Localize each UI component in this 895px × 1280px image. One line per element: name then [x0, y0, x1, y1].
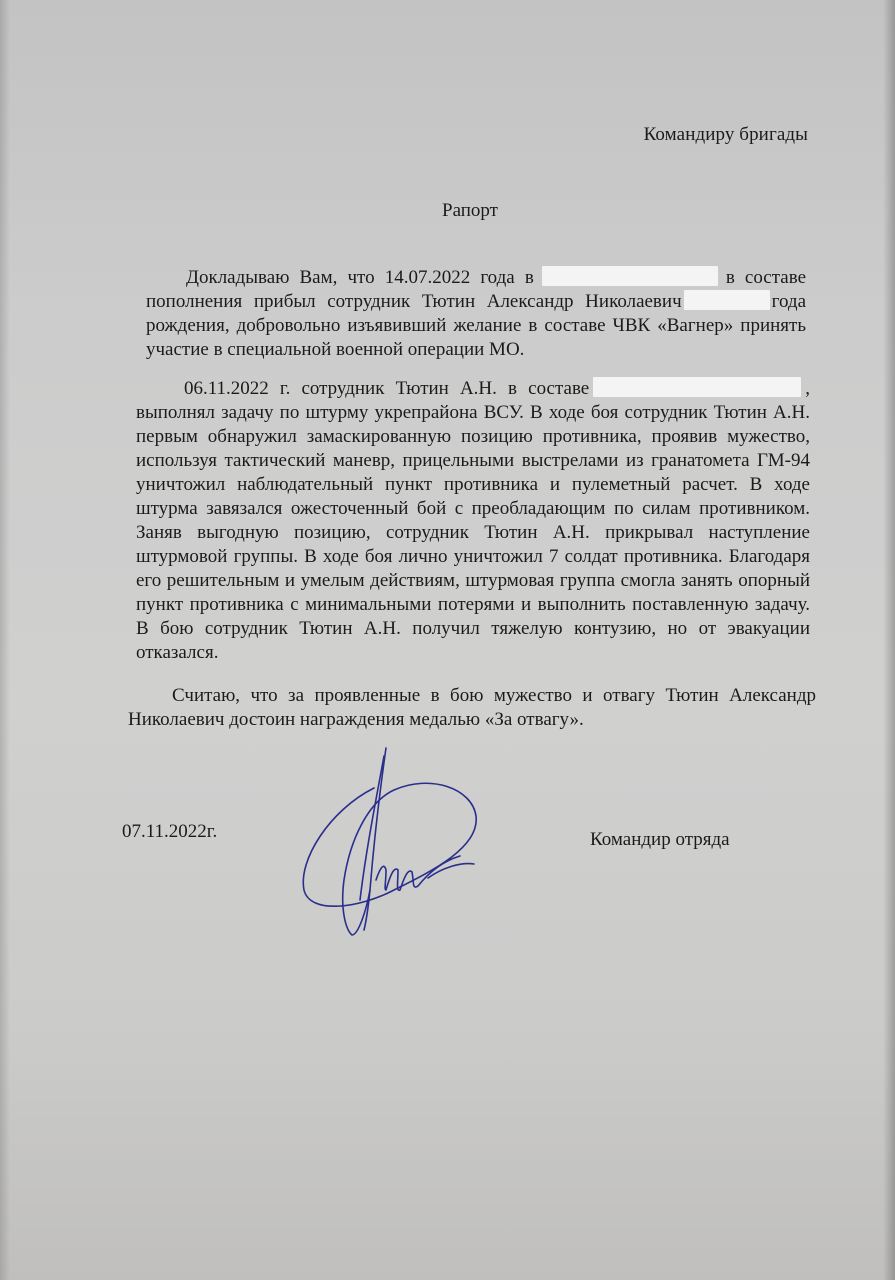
- paragraph-arrival: [146, 266, 806, 362]
- redacted-birth-year: [684, 290, 770, 310]
- paragraph-recommendation: Считаю, что за проявленные в бою мужество и отвагу Тютин Александр Николаевич достоин награждения медалью «За отвагу».: [128, 685, 816, 730]
- paragraph-arrival-text-1: Докладываю Вам, что 14.07.2022 года в: [186, 267, 534, 288]
- signature: [290, 730, 500, 950]
- paragraph-combat-text-1: 06.11.2022 г. сотрудник Тютин А.Н. в составе: [184, 378, 590, 399]
- redacted-location: [542, 266, 718, 286]
- paragraph-combat-text-2: , выполнял задачу по штурму укрепрайона ВСУ. В ходе боя сотрудник Тютин А.Н. первым обнаружил замаскированную позицию противника, проявив мужество, используя тактический маневр, прицельными выстрелами из гранатомета ГМ-94 уничтожил наблюдательный пункт противника и пулеметный расчет. В ходе штурма завязался ожесточенный бой с преобладающим по силам противником. Заняв выгодную позицию, сотрудник Тютин А.Н. прикрывал наступление штурмовой группы. В ходе боя лично уничтожил 7 солдат противника. Благодаря его решительным и умелым действиям, штурмовая группа смогла занять опорный пункт противника с минимальными потерями и выполнить поставленную задачу. В бою сотрудник Тютин А.Н. получил тяжелую контузию, но от эвакуации отказался.: [136, 378, 810, 663]
- paragraph-arrival-text-2: в составе пополнения прибыл сотрудник Тютин Александр Николаевич: [146, 267, 807, 312]
- addressee: Командиру бригады: [643, 124, 808, 145]
- signer-title: Командир отряда: [590, 829, 730, 850]
- document-date: 07.11.2022г.: [122, 821, 218, 842]
- redacted-unit: [593, 377, 801, 397]
- paragraph-combat: [136, 377, 810, 665]
- paragraph-arrival-text-3: года рождения, добровольно изъявивший желание в составе ЧВК «Вагнер» принять участие в специальной военной операции МО.: [146, 291, 806, 360]
- document-title: Рапорт: [442, 200, 498, 221]
- page-left-shadow: [0, 0, 10, 1280]
- page-edge-shadow: [883, 0, 895, 1280]
